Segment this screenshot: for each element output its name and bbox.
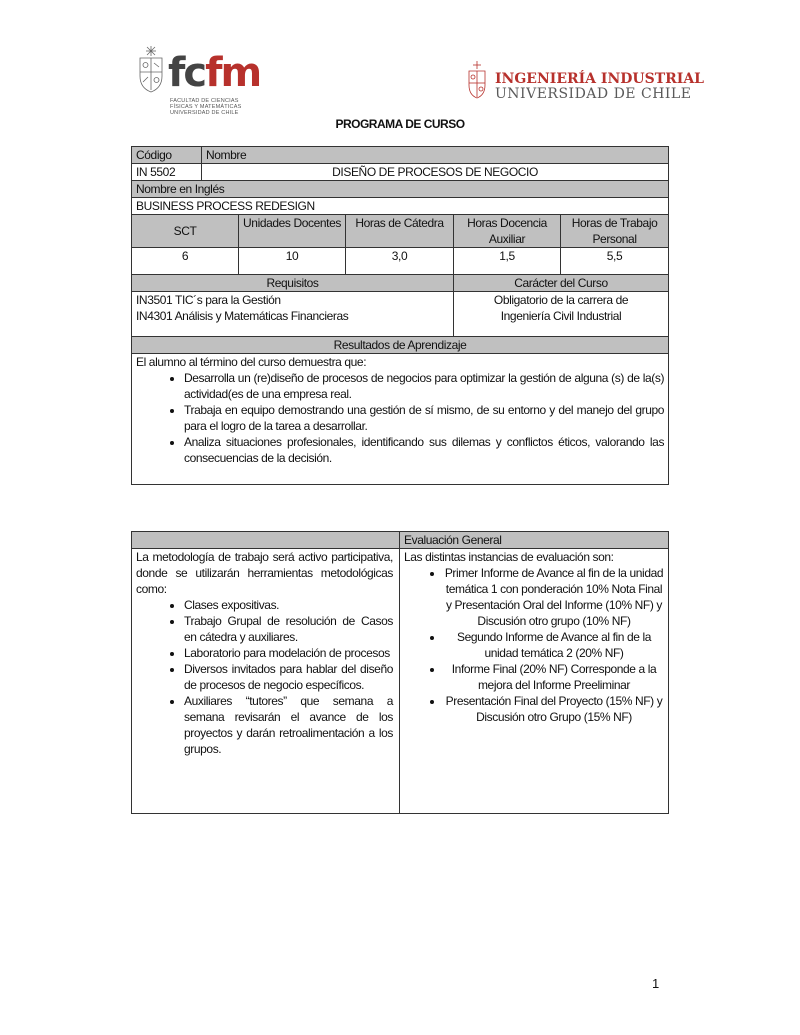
requisito-item: IN3501 TIC´s para la Gestión: [136, 293, 281, 307]
fcfm-logo: [136, 44, 261, 118]
university-seal-icon: [466, 60, 488, 100]
evaluacion-content: [400, 549, 669, 814]
english-name-header-row: [132, 181, 669, 198]
metodologia-list: [136, 597, 393, 757]
horas-docencia-auxiliar-header: Horas Docencia Auxiliar: [454, 215, 561, 248]
list-item: • Diversos invitados para hablar del diseño de procesos de negocio específicos.: [184, 661, 393, 693]
english-name-label: Nombre en Inglés: [132, 181, 669, 198]
course-name: DISEÑO DE PROCESOS DE NEGOCIO: [202, 164, 669, 181]
horas-trabajo-personal-header: Horas de Trabajo Personal: [561, 215, 669, 248]
resultados-content: [132, 354, 669, 485]
university-seal-icon: [136, 44, 166, 94]
logo-title: INGENIERÍA INDUSTRIAL: [495, 71, 705, 87]
metodologia-header: [132, 532, 400, 549]
metodologia-intro: La metodología de trabajo será activo participativa, donde se utilizarán herramientas metodológicas como:: [136, 550, 393, 596]
ingenieria-industrial-logo: [466, 60, 705, 102]
course-code: IN 5502: [132, 164, 202, 181]
resultados-list: [136, 370, 664, 466]
logo-subtitle: UNIVERSIDAD DE CHILE: [495, 86, 692, 102]
requisitos-label: Requisitos: [132, 275, 454, 292]
resultados-intro: El alumno al término del curso demuestra que:: [136, 355, 367, 369]
hours-values-row: [132, 248, 669, 275]
resultados-row: [132, 354, 669, 485]
document-title: PROGRAMA DE CURSO: [335, 117, 465, 131]
fcfm-logo-text: fcfm: [168, 50, 261, 96]
code-label: Código: [132, 147, 202, 164]
code-name-row: [132, 164, 669, 181]
resultados-label: Resultados de Aprendizaje: [132, 337, 669, 354]
requisitos-header-row: [132, 275, 669, 292]
evaluacion-intro: Las distintas instancias de evaluación son:: [404, 550, 614, 564]
list-item: • Trabaja en equipo demostrando una gestión de sí mismo, de su entorno y del manejo del grupo para el logro de la tarea a desarrollar.: [184, 402, 664, 434]
list-item: • Presentación Final del Proyecto (15% NF) y Discusión otro Grupo (15% NF): [444, 693, 664, 725]
requisitos-row: [132, 292, 669, 337]
requisito-item: IN4301 Análisis y Matemáticas Financieras: [136, 309, 349, 323]
list-item: • Informe Final (20% NF) Corresponde a la mejora del Informe Preeliminar: [444, 661, 664, 693]
english-name: BUSINESS PROCESS REDESIGN: [132, 198, 669, 215]
horas-catedra-header: Horas de Cátedra: [346, 215, 454, 248]
code-name-header-row: [132, 147, 669, 164]
fcfm-logo-subtitle: FACULTAD DE CIENCIAS FÍSICAS Y MATEMÁTICAS UNIVERSIDAD DE CHILE: [170, 98, 242, 116]
list-item: • Segundo Informe de Avance al fin de la unidad temática 2 (20% NF): [444, 629, 664, 661]
sct-value: 6: [132, 248, 239, 275]
evaluacion-header: Evaluación General: [400, 532, 669, 549]
horas-docencia-auxiliar-value: 1,5: [454, 248, 561, 275]
list-item: • Clases expositivas.: [184, 597, 393, 613]
list-item: • Primer Informe de Avance al fin de la unidad temática 1 con ponderación 10% Nota Final y Presentación Oral del Informe (10% NF) y Discusión otro grupo (10% NF): [444, 565, 664, 629]
page-number: 1: [652, 976, 660, 991]
sct-header: SCT: [132, 215, 239, 248]
list-item: • Auxiliares “tutores” que semana a semana revisarán el avance de los proyectos y darán retroalimentación a los grupos.: [184, 693, 393, 757]
caracter-value: Obligatorio de la carrera de Ingeniería Civil Industrial: [454, 292, 669, 337]
evaluacion-list: [404, 565, 664, 725]
requisitos-list: [132, 292, 454, 337]
resultados-header-row: [132, 337, 669, 354]
caracter-label: Carácter del Curso: [454, 275, 669, 292]
list-item: • Desarrolla un (re)diseño de procesos de negocios para optimizar la gestión de alguna (s) de la(s) actividad(es de una empresa real.: [184, 370, 664, 402]
list-item: • Analiza situaciones profesionales, identificando sus dilemas y conflictos éticos, valorando las consecuencias de la decisión.: [184, 434, 664, 466]
unidades-docentes-header: Unidades Docentes: [239, 215, 346, 248]
hours-header-row: [132, 215, 669, 248]
unidades-docentes-value: 10: [239, 248, 346, 275]
list-item: • Trabajo Grupal de resolución de Casos en cátedra y auxiliares.: [184, 613, 393, 645]
methodology-evaluation-table: [131, 531, 669, 814]
course-info-table: [131, 146, 669, 485]
list-item: • Laboratorio para modelación de procesos: [184, 645, 393, 661]
english-name-row: [132, 198, 669, 215]
horas-trabajo-personal-value: 5,5: [561, 248, 669, 275]
metodologia-content: [132, 549, 400, 814]
methodology-evaluation-row: [132, 549, 669, 814]
methodology-evaluation-header-row: [132, 532, 669, 549]
horas-catedra-value: 3,0: [346, 248, 454, 275]
name-label: Nombre: [202, 147, 669, 164]
